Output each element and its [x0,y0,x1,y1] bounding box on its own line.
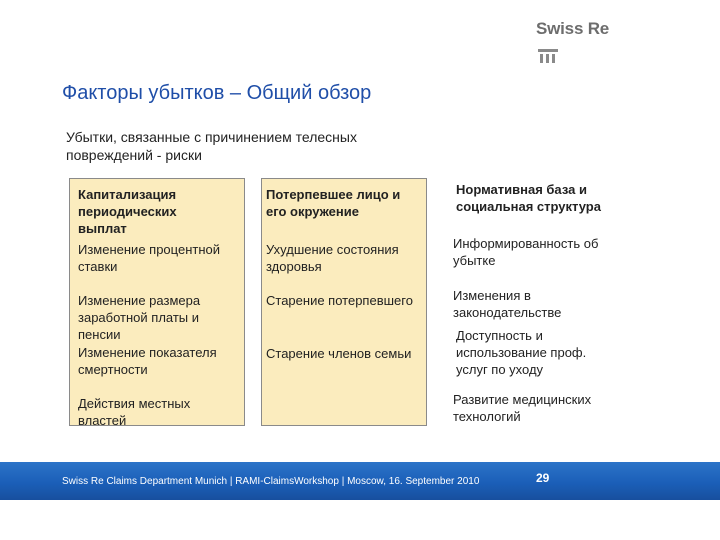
column2-item: Ухудшение состояния здоровья [266,242,399,274]
column3-item: Изменения в законодательстве [453,288,562,320]
column1-heading: Капитализация периодических выплат [78,187,177,236]
page-title: Факторы убытков – Общий обзор [62,82,372,104]
column1-item: Действия местных властей [78,396,191,428]
column2-item: Старение потерпевшего [266,293,413,308]
column3-item: Информированность об убытке [453,236,599,268]
footer-text: Swiss Re Claims Department Munich | RAMI-ClaimsWorkshop | Moscow, 16. September 2010 [62,476,480,487]
footer-bar [0,462,720,500]
column2-heading: Потерпевшее лицо и его окружение [266,187,401,219]
column3-item: Развитие медицинских технологий [453,392,592,424]
page-number: 29 [536,471,550,485]
column1-item: Изменение процентной ставки [78,242,220,274]
column1-item: Изменение размера заработной платы и пенсии [78,293,201,342]
swiss-re-mark-icon [538,49,558,63]
logo-text: Swiss Re [536,19,610,38]
column3-item: Доступность и использование проф. услуг по уходу [456,328,587,377]
column2-item: Старение членов семьи [266,346,412,361]
swiss-re-logo [536,19,609,39]
column3-heading: Нормативная база и социальная структура [456,182,601,214]
page-subtitle: Убытки, связанные с причинением телесных повреждений - риски [66,129,357,163]
column1-item: Изменение показателя смертности [78,345,217,377]
